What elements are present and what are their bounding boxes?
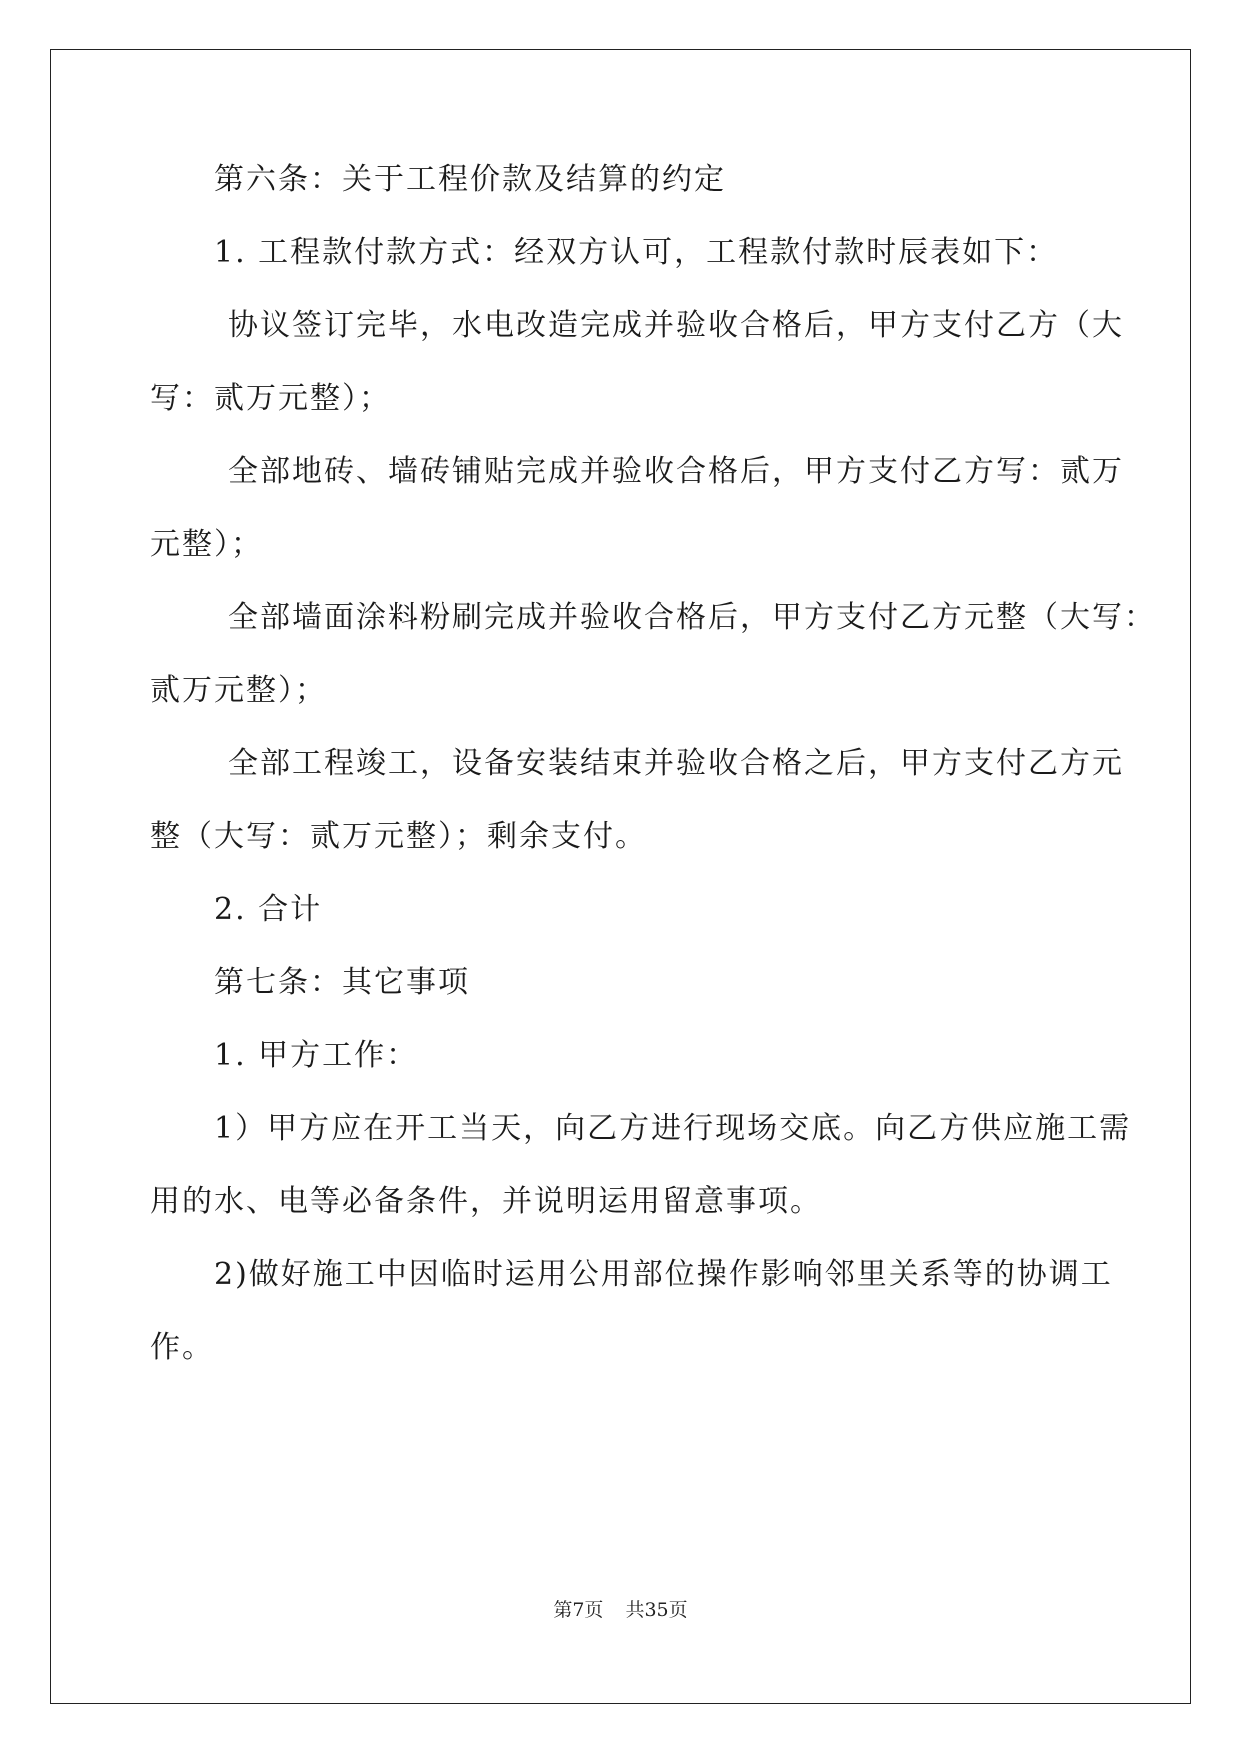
paragraph-line: 全部工程竣工，设备安装结束并验收合格之后，甲方支付乙方元 [228, 746, 1124, 781]
page-border [50, 49, 1191, 1704]
section-heading-7: 第七条：其它事项 [214, 965, 470, 1000]
paragraph-line: 写：贰万元整）； [150, 381, 391, 416]
section-heading-6: 第六条：关于工程价款及结算的约定 [214, 162, 726, 197]
paragraph-line: 1. 工程款付款方式：经双方认可，工程款付款时辰表如下： [214, 235, 1059, 270]
paragraph-line: 元整）； [150, 527, 263, 562]
paragraph-line: 协议签订完毕，水电改造完成并验收合格后，甲方支付乙方（大 [228, 308, 1124, 343]
page-number: 第7页 [553, 1599, 604, 1621]
paragraph-line: 1）甲方应在开工当天，向乙方进行现场交底。向乙方供应施工需 [214, 1111, 1132, 1146]
paragraph-line: 2)做好施工中因临时运用公用部位操作影响邻里关系等的协调工 [214, 1257, 1113, 1292]
paragraph-line: 全部墙面涂料粉刷完成并验收合格后，甲方支付乙方元整（大写： [228, 600, 1156, 635]
page-footer [0, 1598, 1241, 1622]
paragraph-line: 贰万元整）； [150, 673, 327, 708]
paragraph-line: 用的水、电等必备条件，并说明运用留意事项。 [150, 1184, 822, 1219]
paragraph-line: 作。 [150, 1330, 214, 1365]
paragraph-line: 1. 甲方工作： [214, 1038, 419, 1073]
paragraph-line: 2. 合计 [214, 892, 323, 927]
paragraph-line: 全部地砖、墙砖铺贴完成并验收合格后，甲方支付乙方写：贰万 [228, 454, 1124, 489]
page-total: 共35页 [625, 1599, 688, 1621]
paragraph-line: 整（大写：贰万元整）；剩余支付。 [150, 819, 647, 854]
